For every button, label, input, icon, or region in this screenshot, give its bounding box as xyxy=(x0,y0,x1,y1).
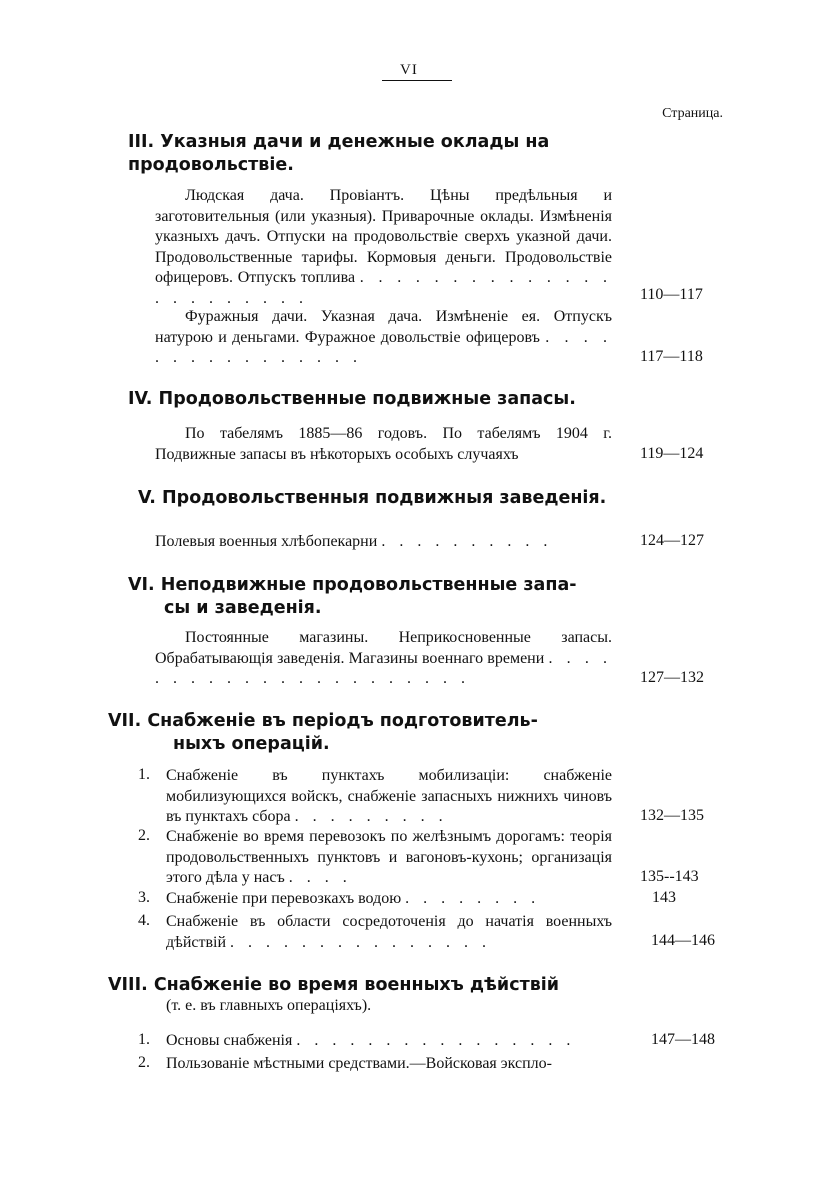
item-text-content: Снабженіе при перевозкахъ водою xyxy=(166,890,402,907)
page-range: 132—135 xyxy=(640,807,704,824)
item-text xyxy=(166,889,612,910)
section-number: VI. xyxy=(128,575,155,595)
item-number: 1. xyxy=(138,1031,150,1048)
page-range: 117—118 xyxy=(640,348,703,365)
entry-text xyxy=(155,628,612,690)
section-title-line1: Снабженіе въ періодъ подготовитель- xyxy=(147,711,538,731)
item-text-content: Снабженіе въ области сосредоточенія до начатія военныхъ дѣйствій xyxy=(166,913,612,951)
item-number: 2. xyxy=(138,1054,150,1071)
section-title-line1: Указныя дачи и денежные оклады на xyxy=(160,132,550,152)
entry-text-content: Полевыя военныя хлѣбопекарни xyxy=(155,533,378,550)
leader-dots: . . . . . . . . . . . . . . . . . . . . . . . xyxy=(155,269,613,307)
section-heading-IV xyxy=(128,388,576,411)
entry-text xyxy=(155,424,612,465)
section-heading-III xyxy=(128,131,549,177)
entry-text-content: Фуражныя дачи. Указная дача. Измѣненіе ея. Отпускъ натурою и деньгами. Фуражное довольствіе офицеровъ xyxy=(155,308,612,346)
leader-dots: . . . . . . . . . xyxy=(294,808,448,825)
section-title-line2: сы и заведенія. xyxy=(164,598,322,618)
section-number: IV. xyxy=(128,389,153,409)
page-range: 110—117 xyxy=(640,286,703,303)
section-number: VII. xyxy=(108,711,142,731)
section-subtitle: (т. е. въ главныхъ операціяхъ). xyxy=(166,997,372,1014)
section-title-line2: ныхъ операцій. xyxy=(173,734,330,754)
entry-text xyxy=(155,532,612,553)
leader-dots: . . . . . . . . . . xyxy=(381,533,553,550)
item-text-content: Основы снабженія xyxy=(166,1032,293,1049)
section-heading-VI xyxy=(128,574,577,620)
leader-dots: . . . . . . . . . . . . . . . . xyxy=(155,328,613,366)
item-text-content: Пользованіе мѣстными средствами.—Войсковая эксплo- xyxy=(166,1055,552,1072)
section-number: V. xyxy=(138,488,156,508)
page-range: 135--143 xyxy=(640,868,699,885)
item-number: 3. xyxy=(138,889,150,906)
page-range: 124—127 xyxy=(640,532,704,549)
item-text xyxy=(166,912,612,953)
section-title-line1: Неподвижные продовольственные запа- xyxy=(160,575,577,595)
section-heading-VIII xyxy=(108,974,559,997)
page-range: 147—148 xyxy=(651,1031,715,1048)
leader-dots: . . . . . . . . . . . . . . . xyxy=(230,933,492,951)
entry-text-content: Людская дача. Провіантъ. Цѣны предѣльныя и заготовительныя (или указныя). Приварочные оклады. Измѣненія указныхъ дачъ. Отпуски на продовольствіе сверхъ указной дачи. Продовольственные тарифы. Кормовыя деньги. Продовольствіе офицеровъ. Отпускъ топлива xyxy=(155,187,612,286)
entry-text-content: По табелямъ 1885—86 годовъ. По табелямъ 1904 г. Подвижные запасы въ нѣкоторыхъ особыхъ случаяхъ xyxy=(155,425,612,463)
page-number: VI xyxy=(400,62,418,78)
entry-text xyxy=(155,307,612,369)
item-text xyxy=(166,1054,612,1075)
page-range: 127—132 xyxy=(640,669,704,686)
item-text-content: Снабженіе во время перевозокъ по желѣзнымъ дорогамъ: теорія продовольственныхъ пунктовъ и вагоновъ-кухонь; организація этого дѣла у насъ xyxy=(166,828,612,886)
section-number: III. xyxy=(128,132,155,152)
page-range: 119—124 xyxy=(640,445,704,462)
leader-dots: . . . . . . . . xyxy=(405,890,541,907)
section-heading-V xyxy=(138,487,606,510)
leader-dots: . . . . . . . . . . . . . . . . xyxy=(296,1032,576,1049)
section-title-line2: продовольствіе. xyxy=(128,155,294,175)
section-title-line1: Продовольственные подвижные запасы. xyxy=(158,389,576,409)
header-rule xyxy=(382,80,452,81)
entry-text-content: Постоянные магазины. Неприкосновенные запасы. Обрабатывающія заведенія. Магазины военнаго времени xyxy=(155,629,612,667)
page-range: 143 xyxy=(652,889,676,906)
item-number: 1. xyxy=(138,766,150,783)
page-range: 144—146 xyxy=(651,932,715,949)
item-text-content: Снабженіе въ пунктахъ мобилизаціи: снабженіе мобилизующихся войскъ, снабженіе запасныхъ нижнихъ чиновъ въ пунктахъ сбора xyxy=(166,767,612,825)
section-title-line1: Снабженіе во время военныхъ дѣйствій xyxy=(153,975,560,995)
leader-dots: . . . . xyxy=(288,869,352,886)
item-text xyxy=(166,1031,612,1052)
item-number: 2. xyxy=(138,827,150,844)
item-text xyxy=(166,766,612,828)
leader-dots: . . . . . . . . . . . . . . . . . . . . . . xyxy=(155,649,613,687)
item-text xyxy=(166,827,612,889)
pages-column-label: Страница. xyxy=(662,106,723,121)
entry-text xyxy=(155,186,612,309)
section-number: VIII. xyxy=(108,975,148,995)
section-heading-VII xyxy=(108,710,538,756)
section-title-line1: Продовольственныя подвижныя заведенія. xyxy=(162,488,607,508)
item-number: 4. xyxy=(138,912,150,929)
